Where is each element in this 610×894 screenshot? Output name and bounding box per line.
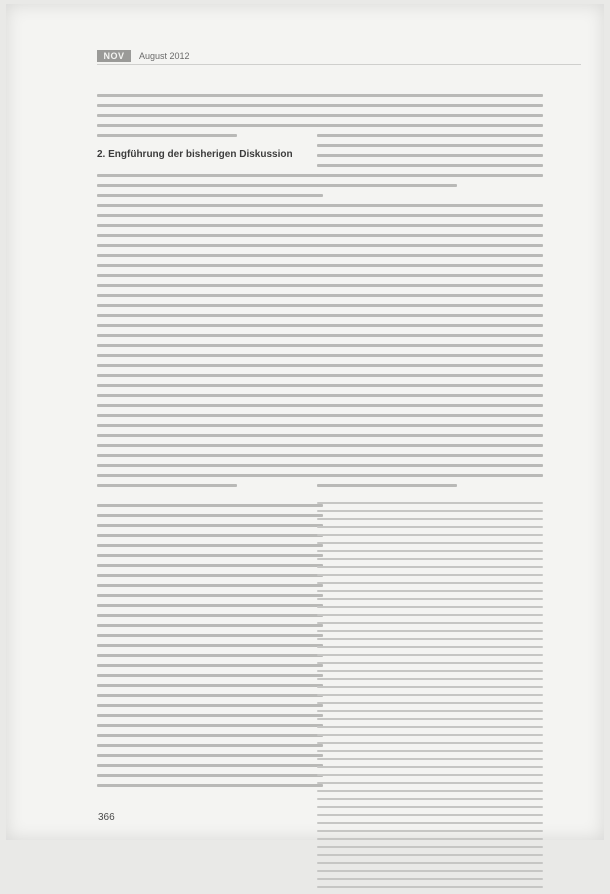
text-line	[317, 104, 543, 107]
text-line	[97, 474, 323, 477]
text-line	[317, 558, 543, 560]
text-line	[97, 244, 323, 247]
text-line	[97, 564, 323, 567]
text-line	[97, 694, 323, 697]
text-line	[317, 654, 543, 656]
text-line	[317, 304, 543, 307]
text-line	[97, 504, 323, 507]
text-line	[317, 518, 543, 520]
text-line	[97, 714, 323, 717]
text-line	[317, 678, 543, 680]
text-line	[317, 566, 543, 568]
text-line	[317, 334, 543, 337]
text-line	[317, 790, 543, 792]
text-line	[97, 624, 323, 627]
text-line	[97, 374, 323, 377]
text-line	[317, 630, 543, 632]
text-line	[97, 684, 323, 687]
text-line	[317, 862, 543, 864]
text-line	[317, 750, 543, 752]
text-line	[317, 878, 543, 880]
text-line	[317, 662, 543, 664]
text-line	[317, 184, 457, 187]
left-column-section-text	[97, 174, 323, 794]
text-line	[317, 474, 543, 477]
text-line	[317, 606, 543, 608]
text-line	[97, 184, 323, 187]
text-line	[97, 544, 323, 547]
text-line	[97, 364, 323, 367]
text-line	[97, 94, 323, 97]
text-line	[97, 394, 323, 397]
text-line	[317, 174, 543, 177]
text-line	[317, 224, 543, 227]
text-line	[317, 434, 543, 437]
text-line	[97, 754, 323, 757]
text-line	[97, 584, 323, 587]
text-line	[317, 742, 543, 744]
text-line	[97, 194, 323, 197]
text-line	[317, 254, 543, 257]
text-line	[317, 774, 543, 776]
text-line	[97, 224, 323, 227]
text-line	[317, 702, 543, 704]
text-line	[97, 654, 323, 657]
paragraph-gap	[97, 494, 323, 504]
text-line	[317, 550, 543, 552]
text-line	[317, 670, 543, 672]
text-line	[97, 294, 323, 297]
text-line	[317, 686, 543, 688]
text-line	[317, 414, 543, 417]
text-line	[97, 774, 323, 777]
text-line	[97, 354, 323, 357]
text-line	[97, 664, 323, 667]
text-line	[317, 264, 543, 267]
text-line	[317, 394, 543, 397]
text-line	[97, 304, 323, 307]
journal-badge: NOV	[97, 50, 131, 62]
text-line	[317, 870, 543, 872]
text-line	[97, 204, 323, 207]
text-line	[317, 782, 543, 784]
text-line	[97, 344, 323, 347]
text-line	[317, 838, 543, 840]
text-line	[317, 710, 543, 712]
footnotes	[317, 502, 543, 894]
text-line	[97, 604, 323, 607]
text-line	[97, 704, 323, 707]
text-line	[317, 204, 543, 207]
text-line	[317, 284, 543, 287]
text-line	[97, 744, 323, 747]
text-line	[97, 404, 323, 407]
text-line	[317, 574, 543, 576]
text-line	[317, 822, 543, 824]
text-line	[317, 798, 543, 800]
left-column-body	[97, 94, 323, 154]
text-line	[317, 534, 543, 536]
text-line	[97, 214, 323, 217]
text-line	[317, 454, 543, 457]
text-line	[97, 174, 323, 177]
text-line	[317, 806, 543, 808]
text-line	[317, 726, 543, 728]
text-line	[317, 502, 543, 504]
text-line	[317, 598, 543, 600]
text-line	[97, 764, 323, 767]
text-line	[317, 590, 543, 592]
text-line	[317, 164, 543, 167]
text-line	[317, 424, 543, 427]
text-line	[97, 424, 323, 427]
text-line	[97, 274, 323, 277]
text-line	[317, 846, 543, 848]
text-line	[317, 354, 543, 357]
journal-page	[6, 4, 604, 840]
text-line	[97, 594, 323, 597]
text-line	[97, 574, 323, 577]
issue-date: August 2012	[139, 51, 190, 61]
text-line	[97, 134, 237, 137]
text-line	[97, 104, 323, 107]
text-line	[97, 534, 323, 537]
text-line	[317, 766, 543, 768]
section-heading: 2. Engführung der bisherigen Diskussion	[97, 149, 293, 160]
text-line	[317, 144, 543, 147]
text-line	[317, 542, 543, 544]
text-line	[97, 434, 323, 437]
text-line	[317, 324, 543, 327]
text-line	[97, 324, 323, 327]
text-line	[317, 694, 543, 696]
text-line	[317, 830, 543, 832]
text-line	[317, 94, 543, 97]
text-line	[317, 444, 543, 447]
text-line	[317, 510, 543, 512]
page-number: 366	[98, 812, 115, 823]
text-line	[97, 484, 237, 487]
text-line	[317, 134, 543, 137]
text-line	[317, 374, 543, 377]
paragraph-gap	[317, 194, 543, 204]
text-line	[97, 454, 323, 457]
text-line	[317, 364, 543, 367]
text-line	[317, 234, 543, 237]
text-line	[97, 644, 323, 647]
text-line	[317, 384, 543, 387]
text-line	[317, 814, 543, 816]
text-line	[317, 614, 543, 616]
text-line	[97, 254, 323, 257]
text-line	[97, 724, 323, 727]
text-line	[317, 646, 543, 648]
text-line	[317, 154, 543, 157]
text-line	[97, 334, 323, 337]
text-line	[97, 124, 323, 127]
text-line	[317, 758, 543, 760]
text-line	[317, 484, 457, 487]
text-line	[317, 344, 543, 347]
text-line	[97, 314, 323, 317]
text-line	[317, 244, 543, 247]
text-line	[317, 274, 543, 277]
text-line	[97, 234, 323, 237]
text-line	[97, 554, 323, 557]
text-line	[317, 886, 543, 888]
text-line	[97, 384, 323, 387]
text-line	[97, 514, 323, 517]
text-line	[97, 524, 323, 527]
text-line	[317, 622, 543, 624]
right-column-body	[317, 94, 543, 504]
text-line	[317, 114, 543, 117]
text-line	[317, 124, 543, 127]
text-line	[317, 638, 543, 640]
text-line	[317, 718, 543, 720]
text-line	[97, 284, 323, 287]
text-line	[317, 314, 543, 317]
text-line	[317, 404, 543, 407]
text-line	[97, 264, 323, 267]
text-line	[97, 114, 323, 117]
text-line	[317, 464, 543, 467]
header-rule	[97, 64, 581, 65]
text-line	[317, 526, 543, 528]
text-line	[317, 214, 543, 217]
text-line	[317, 734, 543, 736]
text-line	[97, 734, 323, 737]
text-line	[97, 634, 323, 637]
text-line	[97, 784, 323, 787]
text-line	[97, 674, 323, 677]
text-line	[317, 854, 543, 856]
text-line	[97, 444, 323, 447]
text-line	[97, 614, 323, 617]
text-line	[317, 582, 543, 584]
text-line	[97, 414, 323, 417]
text-line	[97, 464, 323, 467]
text-line	[317, 294, 543, 297]
